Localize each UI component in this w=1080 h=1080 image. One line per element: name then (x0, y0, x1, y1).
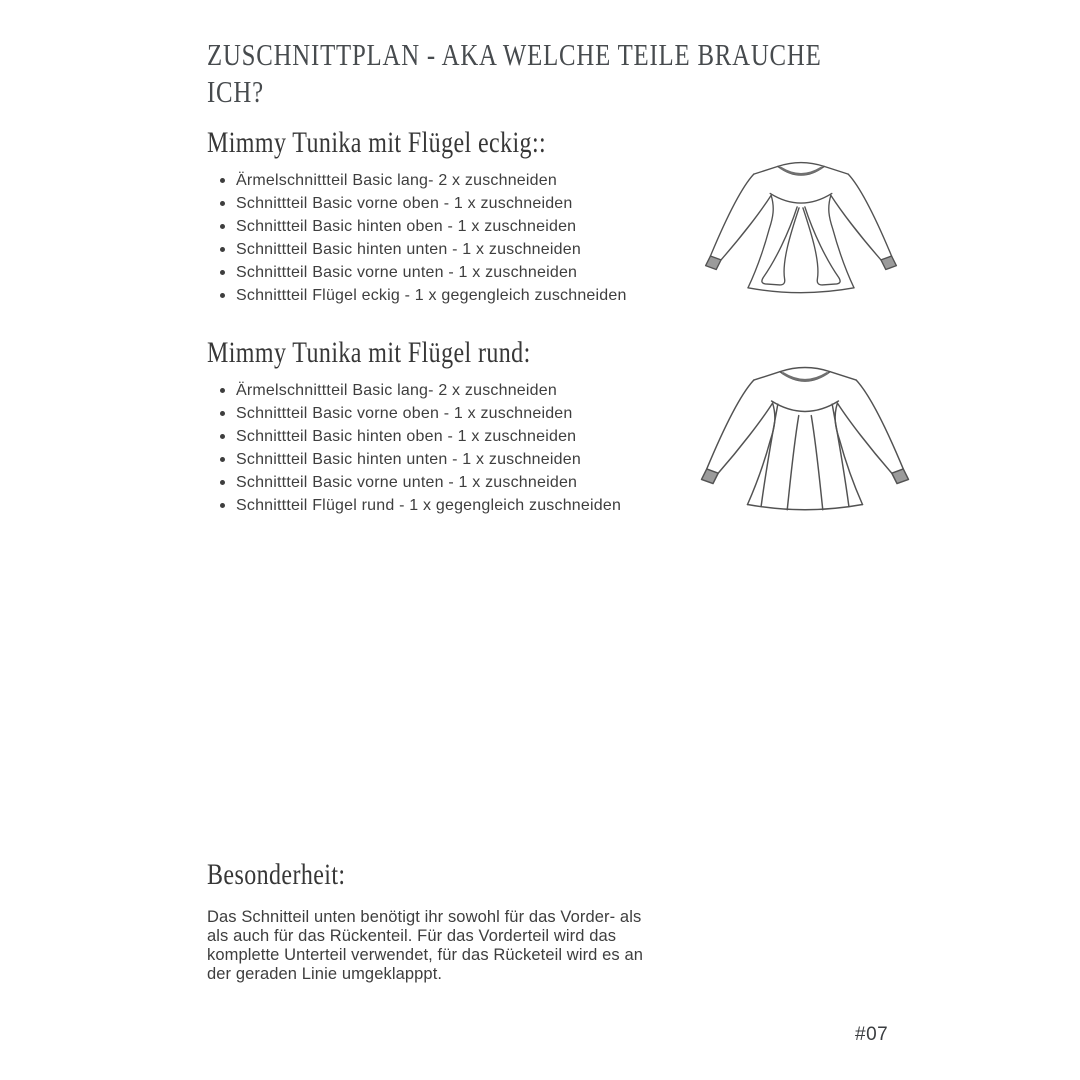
page-title-line-2: ICH? (207, 74, 264, 109)
bullet-icon (220, 247, 225, 252)
list-item (220, 448, 621, 471)
bullet-icon (220, 480, 225, 485)
page-title-line-1: ZUSCHNITTPLAN - AKA WELCHE TEILE BRAUCHE (207, 37, 822, 72)
besonderheit-paragraph (207, 908, 643, 984)
list-item-text: Schnittteil Flügel eckig - 1 x gegengleich zuschneiden (236, 286, 627, 304)
list-item-text: Schnittteil Basic vorne oben - 1 x zuschneiden (236, 404, 573, 422)
list-item-text: Schnittteil Basic hinten unten - 1 x zuschneiden (236, 240, 581, 258)
list-item-text: Schnittteil Basic hinten oben - 1 x zuschneiden (236, 427, 577, 445)
paragraph-line: Das Schnitteil unten benötigt ihr sowohl für das Vorder- als (207, 908, 642, 926)
list-item (220, 425, 621, 448)
cut-list-eckig (220, 169, 631, 307)
list-item-text: Schnittteil Flügel rund - 1 x gegengleich zuschneiden (236, 496, 622, 514)
page-title (207, 36, 822, 110)
list-item (220, 471, 621, 494)
bullet-icon (220, 388, 225, 393)
list-item-text: Schnittteil Basic vorne unten - 1 x zuschneiden (236, 473, 578, 491)
list-item (220, 238, 631, 261)
paragraph-line: als auch für das Rückenteil. Für das Vorderteil wird das (207, 927, 617, 945)
list-item (220, 284, 631, 307)
section-heading-eckig: Mimmy Tunika mit Flügel eckig:: (207, 126, 547, 159)
bullet-icon (220, 224, 225, 229)
list-item (220, 379, 621, 402)
section-heading-rund: Mimmy Tunika mit Flügel rund: (207, 336, 531, 369)
paragraph-line: der geraden Linie umgeklapppt. (207, 965, 443, 983)
list-item-text: Schnittteil Basic vorne unten - 1 x zuschneiden (236, 263, 578, 281)
bullet-icon (220, 457, 225, 462)
list-item-text: Ärmelschnittteil Basic lang- 2 x zuschneiden (236, 171, 557, 189)
section-fluegel-eckig (207, 126, 631, 307)
cut-list-rund (220, 379, 621, 517)
bullet-icon (220, 201, 225, 206)
paragraph-line: komplette Unterteil verwendet, für das Rücketeil wird es an (207, 946, 644, 964)
list-item-text: Schnittteil Basic hinten oben - 1 x zuschneiden (236, 217, 577, 235)
bullet-icon (220, 293, 225, 298)
list-item (220, 215, 631, 238)
bullet-icon (220, 270, 225, 275)
list-item (220, 261, 631, 284)
bullet-icon (220, 503, 225, 508)
list-item-text: Schnittteil Basic hinten unten - 1 x zuschneiden (236, 450, 581, 468)
list-item (220, 494, 621, 517)
list-item (220, 169, 631, 192)
list-item (220, 192, 631, 215)
page-number: #07 (855, 1024, 889, 1045)
section-fluegel-rund (207, 336, 621, 517)
besonderheit-section (207, 858, 643, 984)
list-item-text: Ärmelschnittteil Basic lang- 2 x zuschneiden (236, 381, 557, 399)
bullet-icon (220, 434, 225, 439)
list-item (220, 402, 621, 425)
bullet-icon (220, 411, 225, 416)
tunic-rund-illustration (690, 355, 920, 533)
besonderheit-heading: Besonderheit: (207, 858, 346, 891)
tunic-eckig-illustration (695, 151, 907, 315)
bullet-icon (220, 178, 225, 183)
list-item-text: Schnittteil Basic vorne oben - 1 x zuschneiden (236, 194, 573, 212)
